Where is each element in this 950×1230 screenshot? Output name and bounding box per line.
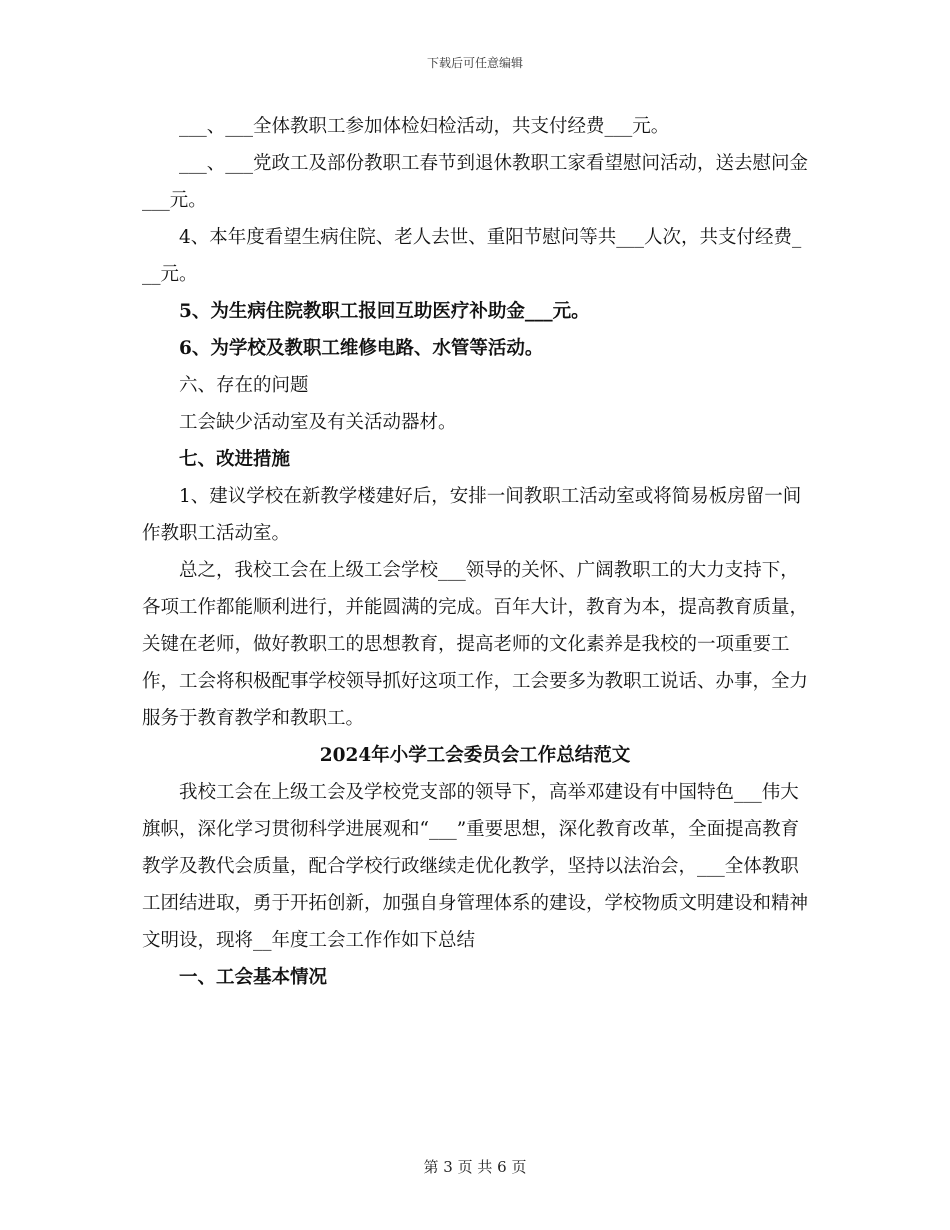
paragraph-condolence-visits: 4、本年度看望生病住院、老人去世、重阳节慰问等共___人次，共支付经费___元。 [142,227,802,285]
paragraph-checkup-expense: ___、___全体教职工参加体检妇检活动，共支付经费___元。 [179,116,670,137]
paragraph-conclusion: 总之，我校工会在上级工会学校___领导的关怀、广阔教职工的大力支持下，各项工作都能顺利进行，并能圆满的完成。百年大计，教育为本，提高教育质量，关键在老师，做好教职工的思想教育，提高老师的文化素养是我校的一项重要工作，工会将积极配事学校领导抓好这项工作，工会要多为教职工说话、办事，全力服务于教育教学和教职工。 [142,560,809,729]
page-header: 下载后可任意编辑 [426,56,523,70]
document-body [142,108,808,996]
section-heading-problems: 六、存在的问题 [179,375,309,396]
paragraph-improvement-1: 1、建议学校在新教学楼建好后，安排一间教职工活动室或将简易板房留一间作教职工活动室。 [142,486,802,544]
section-heading-basic-info: 一、工会基本情况 [179,967,328,988]
paragraph-problems: 工会缺少活动室及有关活动器材。 [179,412,457,433]
paragraph-medical-subsidy: 5、为生病住院教职工报回互助医疗补助金___元。 [179,301,590,322]
paragraph-repair-activities: 6、为学校及教职工维修电路、水管等活动。 [179,338,544,359]
paragraph-introduction: 我校工会在上级工会及学校党支部的领导下，高举邓建设有中国特色___伟大旗帜，深化学习贯彻科学进展观和“___”重要思想，深化教育改革，全面提高教育教学及教代会质量，配合学校行政继续走优化教学，坚持以法治会，___全体教职工团结进取，勇于开拓创新，加强自身管理体系的建设，学校物质文明建设和精神文明设，现将__年度工会工作作如下总结 [142,782,809,951]
page-footer: 第 3 页 共 6 页 [423,1158,527,1176]
document-title: 2024年小学工会委员会工作总结范文 [319,745,631,766]
paragraph-retiree-visit: ___、___党政工及部份教职工春节到退休教职工家看望慰问活动，送去慰问金___元。 [142,153,809,211]
section-heading-improvements: 七、改进措施 [179,449,291,470]
